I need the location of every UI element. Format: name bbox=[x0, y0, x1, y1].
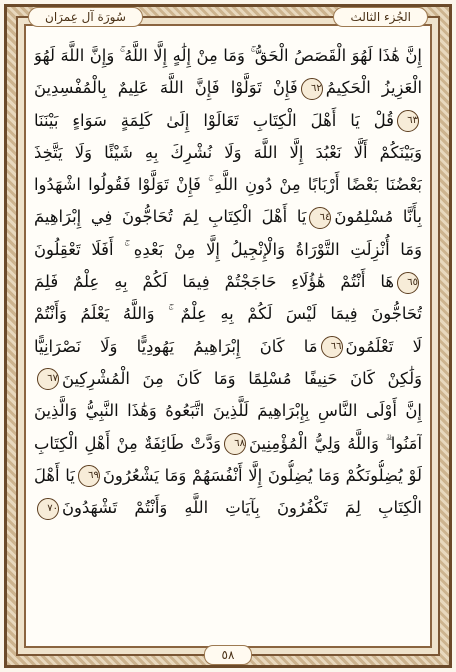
verse-text: بَعْضُنَا بَعْضًا أَرْبَابًا مِنْ دُونِ اللَّهِ ۚ فَإِنْ تَوَلَّوْا فَقُولُوا اشْهَدُوا bbox=[34, 175, 422, 195]
text-line bbox=[34, 234, 422, 266]
text-line bbox=[34, 331, 422, 363]
text-line bbox=[34, 169, 422, 201]
verse-text: الْكِتَابِ لِمَ تَكْفُرُونَ بِآيَاتِ اللَّهِ وَأَنْتُمْ تَشْهَدُونَ bbox=[62, 498, 422, 518]
text-line bbox=[34, 201, 422, 233]
verse-text: الْعَزِيزُ الْحَكِيمُ bbox=[325, 78, 422, 98]
ayah-number-marker: ٦٦ bbox=[321, 336, 343, 358]
page-footer bbox=[0, 644, 456, 666]
ayah-number-marker: ٦٩ bbox=[78, 465, 100, 487]
verse-text: مَا كَانَ إِبْرَاهِيمُ يَهُودِيًّا وَلَا نَصْرَانِيًّا bbox=[34, 336, 318, 356]
text-line bbox=[34, 395, 422, 427]
verse-text: قُلْ يَا أَهْلَ الْكِتَابِ تَعَالَوْا إِلَىٰ كَلِمَةٍ سَوَاءٍ بَيْنَنَا bbox=[34, 110, 394, 130]
verse-text: آمَنُوا ۗ وَاللَّهُ وَلِيُّ الْمُؤْمِنِينَ bbox=[249, 433, 422, 453]
ayah-number-marker: ٦٥ bbox=[397, 272, 419, 294]
ayah-number-marker: ٦٧ bbox=[37, 368, 59, 390]
ayah-number-marker: ٦٨ bbox=[224, 433, 246, 455]
text-line bbox=[34, 72, 422, 104]
verse-text: وَدَّتْ طَائِفَةٌ مِنْ أَهْلِ الْكِتَابِ bbox=[34, 433, 222, 453]
text-line bbox=[34, 298, 422, 330]
quran-text-block bbox=[34, 40, 422, 630]
text-line bbox=[34, 266, 422, 298]
verse-text: لَا تَعْلَمُونَ bbox=[345, 336, 422, 356]
page-number: ٥٨ bbox=[204, 645, 252, 665]
verse-text: لَوْ يُضِلُّونَكُمْ وَمَا يُضِلُّونَ إِلَّا أَنْفُسَهُمْ وَمَا يَشْعُرُونَ bbox=[102, 465, 422, 485]
verse-text: يَا أَهْلَ الْكِتَابِ لِمَ تُحَاجُّونَ فِي إِبْرَاهِيمَ bbox=[34, 207, 307, 227]
page-header bbox=[28, 5, 428, 29]
verse-text: إِنَّ أَوْلَى النَّاسِ بِإِبْرَاهِيمَ لَلَّذِينَ اتَّبَعُوهُ وَهَٰذَا النَّبِيُّ وَالَّذِينَ bbox=[34, 401, 422, 421]
verse-text: تُحَاجُّونَ فِيمَا لَيْسَ لَكُمْ بِهِ عِلْمٌ ۚ وَاللَّهُ يَعْلَمُ وَأَنْتُمْ bbox=[34, 304, 422, 324]
verse-text: يَا أَهْلَ bbox=[34, 465, 75, 485]
text-line bbox=[34, 492, 422, 524]
verse-text: وَمَا أُنْزِلَتِ التَّوْرَاةُ وَالْإِنْجِيلُ إِلَّا مِنْ بَعْدِهِ ۚ أَفَلَا تَعْقِلُونَ bbox=[34, 239, 422, 259]
verse-text: بِأَنَّا مُسْلِمُونَ bbox=[334, 207, 422, 227]
juz-label: الجُزء الثالث bbox=[333, 7, 428, 27]
text-line bbox=[34, 105, 422, 137]
verse-text: وَبَيْنَكُمْ أَلَّا نَعْبُدَ إِلَّا اللَّهَ وَلَا نُشْرِكَ بِهِ شَيْئًا وَلَا يَتَّخِذَ bbox=[34, 142, 422, 162]
verse-text: هَا أَنْتُمْ هَٰؤُلَاءِ حَاجَجْتُمْ فِيمَا لَكُمْ بِهِ عِلْمٌ فَلِمَ bbox=[34, 272, 394, 292]
verse-text: فَإِنْ تَوَلَّوْا فَإِنَّ اللَّهَ عَلِيمٌ بِالْمُفْسِدِينَ bbox=[34, 78, 298, 98]
text-line bbox=[34, 460, 422, 492]
text-line bbox=[34, 428, 422, 460]
verse-text: وَلَٰكِنْ كَانَ حَنِيفًا مُسْلِمًا وَمَا كَانَ مِنَ الْمُشْرِكِينَ bbox=[62, 368, 422, 388]
ayah-number-marker: ٦٣ bbox=[397, 110, 419, 132]
surah-name-label: سُورَة آل عِمرَان bbox=[28, 7, 143, 27]
text-line bbox=[34, 363, 422, 395]
verse-text: إِنَّ هَٰذَا لَهُوَ الْقَصَصُ الْحَقُّ ۚ وَمَا مِنْ إِلَٰهٍ إِلَّا اللَّهُ ۚ وَإِنَّ اللَّهَ لَهُوَ bbox=[34, 46, 422, 65]
ayah-number-marker: ٧٠ bbox=[37, 498, 59, 520]
text-line bbox=[34, 40, 422, 72]
text-line bbox=[34, 137, 422, 169]
ayah-number-marker: ٦٢ bbox=[301, 78, 323, 100]
ayah-number-marker: ٦٤ bbox=[309, 207, 331, 229]
